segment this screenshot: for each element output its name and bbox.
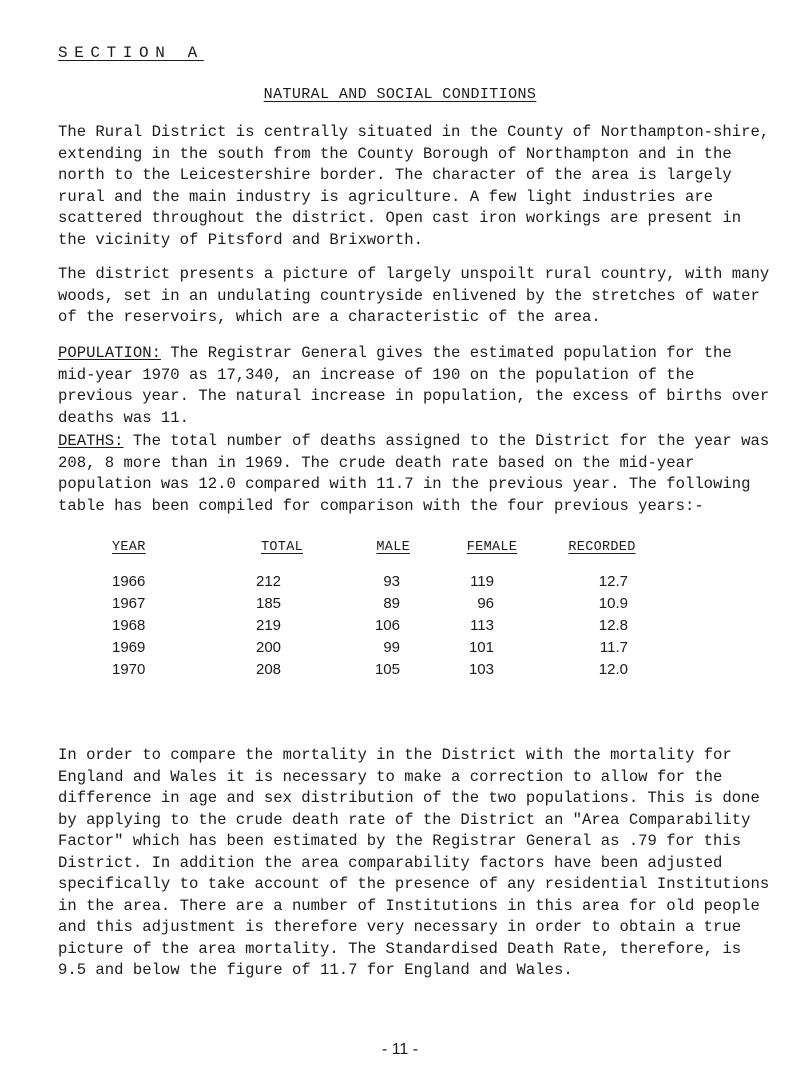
cell-recorded: 12.7	[598, 573, 628, 590]
header-female: FEMALE	[466, 540, 518, 555]
page-number: - 11 -	[381, 1041, 419, 1058]
deaths-table	[0, 540, 800, 730]
cell-female: 103	[468, 661, 494, 678]
cell-male: 99	[383, 639, 400, 656]
paragraph-mortality-comparison: In order to compare the mortality in the District with the mortality for England and Wales it is necessary to make a correction to allow for the difference in age and sex distribution of the two populations. This is done by applying to the crude death rate of the District an "Area Comparability Factor" which has been estimated by the Registrar General as .79 for this District. In addition the area comparability factors have been adjusted specifically to take account of the presence of any residential Institutions in the area. There are a number of Institutions in this area for old people and this adjustment is therefore very necessary in order to obtain a true picture of the area mortality. The Standardised Death Rate, therefore, is 9.5 and below the figure of 11.7 for England and Wales.	[58, 746, 770, 979]
cell-year: 1969	[112, 639, 146, 656]
page-title: NATURAL AND SOCIAL CONDITIONS	[263, 86, 537, 103]
population-heading: POPULATION:	[58, 344, 161, 362]
cell-recorded: 12.0	[598, 661, 628, 678]
cell-total: 200	[256, 639, 282, 656]
cell-male: 105	[374, 661, 400, 678]
cell-male: 89	[383, 595, 400, 612]
population-text: The Registrar General gives the estimated population for the mid-year 1970 as 17,340, an increase of 190 on the population of the previous year. The natural increase in population, the excess of births over deaths was 11.	[58, 344, 770, 427]
cell-total: 212	[256, 573, 282, 590]
header-total: TOTAL	[260, 540, 303, 555]
header-male: MALE	[376, 540, 410, 555]
cell-male: 93	[383, 573, 400, 590]
cell-total: 185	[256, 595, 282, 612]
cell-total: 219	[256, 617, 282, 634]
paragraph-landscape: The district presents a picture of largely unspoilt rural country, with many woods, set in an undulating countryside enlivened by the stretches of water of the reservoirs, which are a characteristic of the area.	[58, 265, 770, 326]
paragraph-deaths	[58, 431, 778, 517]
cell-recorded: 11.7	[599, 639, 628, 656]
cell-year: 1967	[112, 595, 146, 612]
cell-female: 119	[470, 573, 494, 590]
deaths-heading: DEATHS:	[58, 432, 124, 450]
cell-female: 96	[477, 595, 494, 612]
cell-female: 113	[470, 617, 494, 634]
cell-year: 1968	[112, 617, 146, 634]
section-heading: SECTION A	[58, 44, 204, 62]
cell-recorded: 12.8	[598, 617, 628, 634]
cell-male: 106	[374, 617, 400, 634]
cell-year: 1966	[112, 573, 146, 590]
cell-female: 101	[468, 639, 494, 656]
cell-year: 1970	[112, 661, 146, 678]
header-year: YEAR	[112, 540, 146, 555]
header-recorded: RECORDED	[568, 540, 636, 555]
paragraph-location: The Rural District is centrally situated in the County of Northampton-shire, extending in the south from the County Borough of Northampton and in the north to the Leicestershire border. The character of the area is largely rural and the main industry is agriculture. A few light industries are scattered throughout the district. Open cast iron workings are present in the vicinity of Pitsford and Brixworth.	[58, 123, 770, 249]
cell-total: 208	[256, 661, 282, 678]
paragraph-population	[58, 343, 778, 429]
cell-recorded: 10.9	[598, 595, 628, 612]
deaths-text: The total number of deaths assigned to the District for the year was 208, 8 more than in 1969. The crude death rate based on the mid-year population was 12.0 compared with 11.7 in the previous year. The following table has been compiled for comparison with the four previous years:-	[58, 432, 770, 515]
